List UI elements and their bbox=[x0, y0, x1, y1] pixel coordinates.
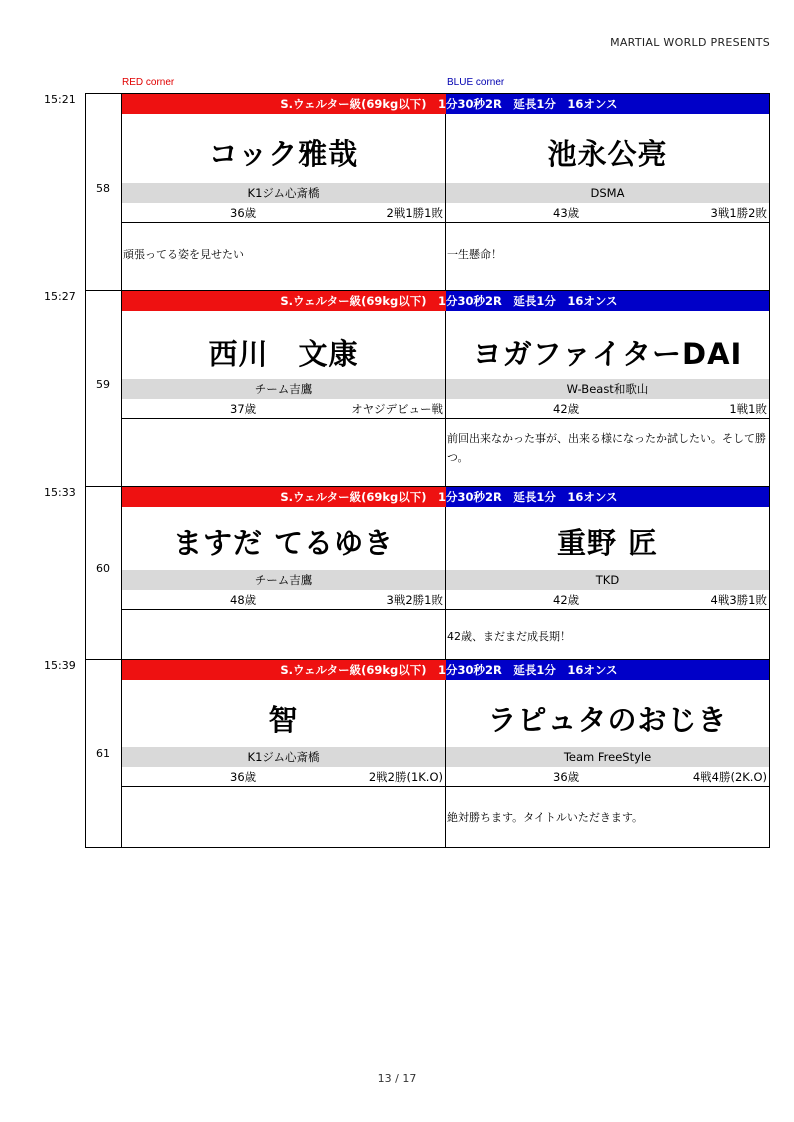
fighter-gym: チーム吉鷹 bbox=[122, 379, 445, 399]
fighter-name: 智 bbox=[268, 703, 299, 737]
bout-row bbox=[0, 659, 794, 848]
bout-number-cell bbox=[85, 486, 121, 659]
fighter-gym: K1ジム心斎橋 bbox=[122, 183, 445, 203]
fighter-age: 42歳 bbox=[553, 593, 580, 607]
bout-card bbox=[121, 93, 770, 290]
fighter-record: 4戦3勝1敗 bbox=[710, 593, 767, 607]
fighter-name: 重野 匠 bbox=[556, 526, 659, 560]
weight-class-bar bbox=[122, 487, 769, 507]
weight-class-red: S.ウェルター級(69kg以下) 1 bbox=[122, 94, 446, 114]
fighter-age-record bbox=[122, 399, 445, 419]
fighter-record: 1戦1敗 bbox=[729, 402, 767, 416]
fighter-age-record bbox=[122, 203, 445, 223]
blue-fighter bbox=[446, 680, 769, 847]
fighter-age: 36歳 bbox=[230, 206, 257, 220]
fighter-age-record bbox=[446, 590, 769, 610]
blue-fighter bbox=[446, 114, 769, 290]
fighter-comment: 42歳、まだまだ成長期！ bbox=[447, 630, 571, 643]
weight-class-red: S.ウェルター級(69kg以下) 1 bbox=[122, 291, 446, 311]
fighter-comment: 一生懸命！ bbox=[447, 248, 502, 261]
fighter-record: 2戦1勝1敗 bbox=[386, 206, 443, 220]
weight-class-blue: 分30秒2R 延長1分 16オンス bbox=[446, 660, 769, 680]
bout-card bbox=[121, 486, 770, 659]
blue-fighter bbox=[446, 507, 769, 659]
fighter-record: 2戦2勝(1K.O) bbox=[368, 770, 443, 784]
fighter-name: 池永公亮 bbox=[547, 137, 668, 171]
red-fighter bbox=[122, 680, 446, 847]
fighter-name: 西川 文康 bbox=[208, 337, 359, 371]
fighter-gym: TKD bbox=[446, 570, 769, 590]
bout-row bbox=[0, 486, 794, 659]
fighter-name: コック雅哉 bbox=[208, 137, 359, 171]
fighter-name: ラピュタのおじき bbox=[487, 703, 728, 737]
fighter-gym: DSMA bbox=[446, 183, 769, 203]
fighter-name: ますだ てるゆき bbox=[172, 526, 395, 560]
weight-class-blue: 分30秒2R 延長1分 16オンス bbox=[446, 291, 769, 311]
blue-corner-label: BLUE corner bbox=[447, 77, 505, 88]
fighter-age-record bbox=[122, 767, 445, 787]
red-fighter bbox=[122, 311, 446, 486]
bout-number: 60 bbox=[96, 562, 110, 575]
fighter-gym: W-Beast和歌山 bbox=[446, 379, 769, 399]
fighter-age: 37歳 bbox=[230, 402, 257, 416]
fighter-comment: 前回出来なかった事が、出来る様になったか試したい。そして勝つ。 bbox=[447, 432, 766, 464]
fighter-age: 36歳 bbox=[230, 770, 257, 784]
fighter-age: 36歳 bbox=[553, 770, 580, 784]
weight-class-bar bbox=[122, 291, 769, 311]
fighter-comment: 絶対勝ちます。タイトルいただきます。 bbox=[447, 811, 644, 824]
bout-number: 61 bbox=[96, 747, 110, 760]
red-fighter bbox=[122, 507, 446, 659]
bout-list bbox=[0, 93, 794, 848]
fighter-record: 3戦2勝1敗 bbox=[386, 593, 443, 607]
fighter-age-record bbox=[446, 767, 769, 787]
bout-number: 59 bbox=[96, 378, 110, 391]
fighter-gym: Team FreeStyle bbox=[446, 747, 769, 767]
weight-class-bar bbox=[122, 660, 769, 680]
fighter-age-record bbox=[122, 590, 445, 610]
weight-class-red: S.ウェルター級(69kg以下) 1 bbox=[122, 487, 446, 507]
fighter-age: 48歳 bbox=[230, 593, 257, 607]
bout-time: 15:39 bbox=[44, 659, 76, 672]
red-corner-label: RED corner bbox=[122, 77, 175, 88]
weight-class-bar bbox=[122, 94, 769, 114]
weight-class-blue: 分30秒2R 延長1分 16オンス bbox=[446, 487, 769, 507]
bout-card bbox=[121, 290, 770, 486]
fighter-gym: チーム吉鷹 bbox=[122, 570, 445, 590]
fighter-record: 4戦4勝(2K.O) bbox=[692, 770, 767, 784]
fighter-comment: 頑張ってる姿を見せたい bbox=[123, 248, 244, 261]
fighter-name: ヨガファイターDAI bbox=[472, 337, 743, 371]
bout-time: 15:33 bbox=[44, 486, 76, 499]
presenter-header: MARTIAL WORLD PRESENTS bbox=[610, 36, 770, 49]
bout-time: 15:27 bbox=[44, 290, 76, 303]
blue-fighter bbox=[446, 311, 769, 486]
bout-number-cell bbox=[85, 93, 121, 290]
bout-number-cell bbox=[85, 659, 121, 848]
bout-card bbox=[121, 659, 770, 848]
fighter-gym: K1ジム心斎橋 bbox=[122, 747, 445, 767]
page-number: 13 / 17 bbox=[377, 1072, 417, 1085]
fighter-age: 42歳 bbox=[553, 402, 580, 416]
fighter-record: オヤジデビュー戦 bbox=[351, 402, 443, 416]
red-fighter bbox=[122, 114, 446, 290]
fighter-age-record bbox=[446, 399, 769, 419]
bout-time: 15:21 bbox=[44, 93, 76, 106]
fighter-age-record bbox=[446, 203, 769, 223]
weight-class-red: S.ウェルター級(69kg以下) 1 bbox=[122, 660, 446, 680]
fighter-age: 43歳 bbox=[553, 206, 580, 220]
fighter-record: 3戦1勝2敗 bbox=[710, 206, 767, 220]
bout-number-cell bbox=[85, 290, 121, 486]
weight-class-blue: 分30秒2R 延長1分 16オンス bbox=[446, 94, 769, 114]
bout-number: 58 bbox=[96, 182, 110, 195]
bout-row bbox=[0, 93, 794, 290]
bout-row bbox=[0, 290, 794, 486]
